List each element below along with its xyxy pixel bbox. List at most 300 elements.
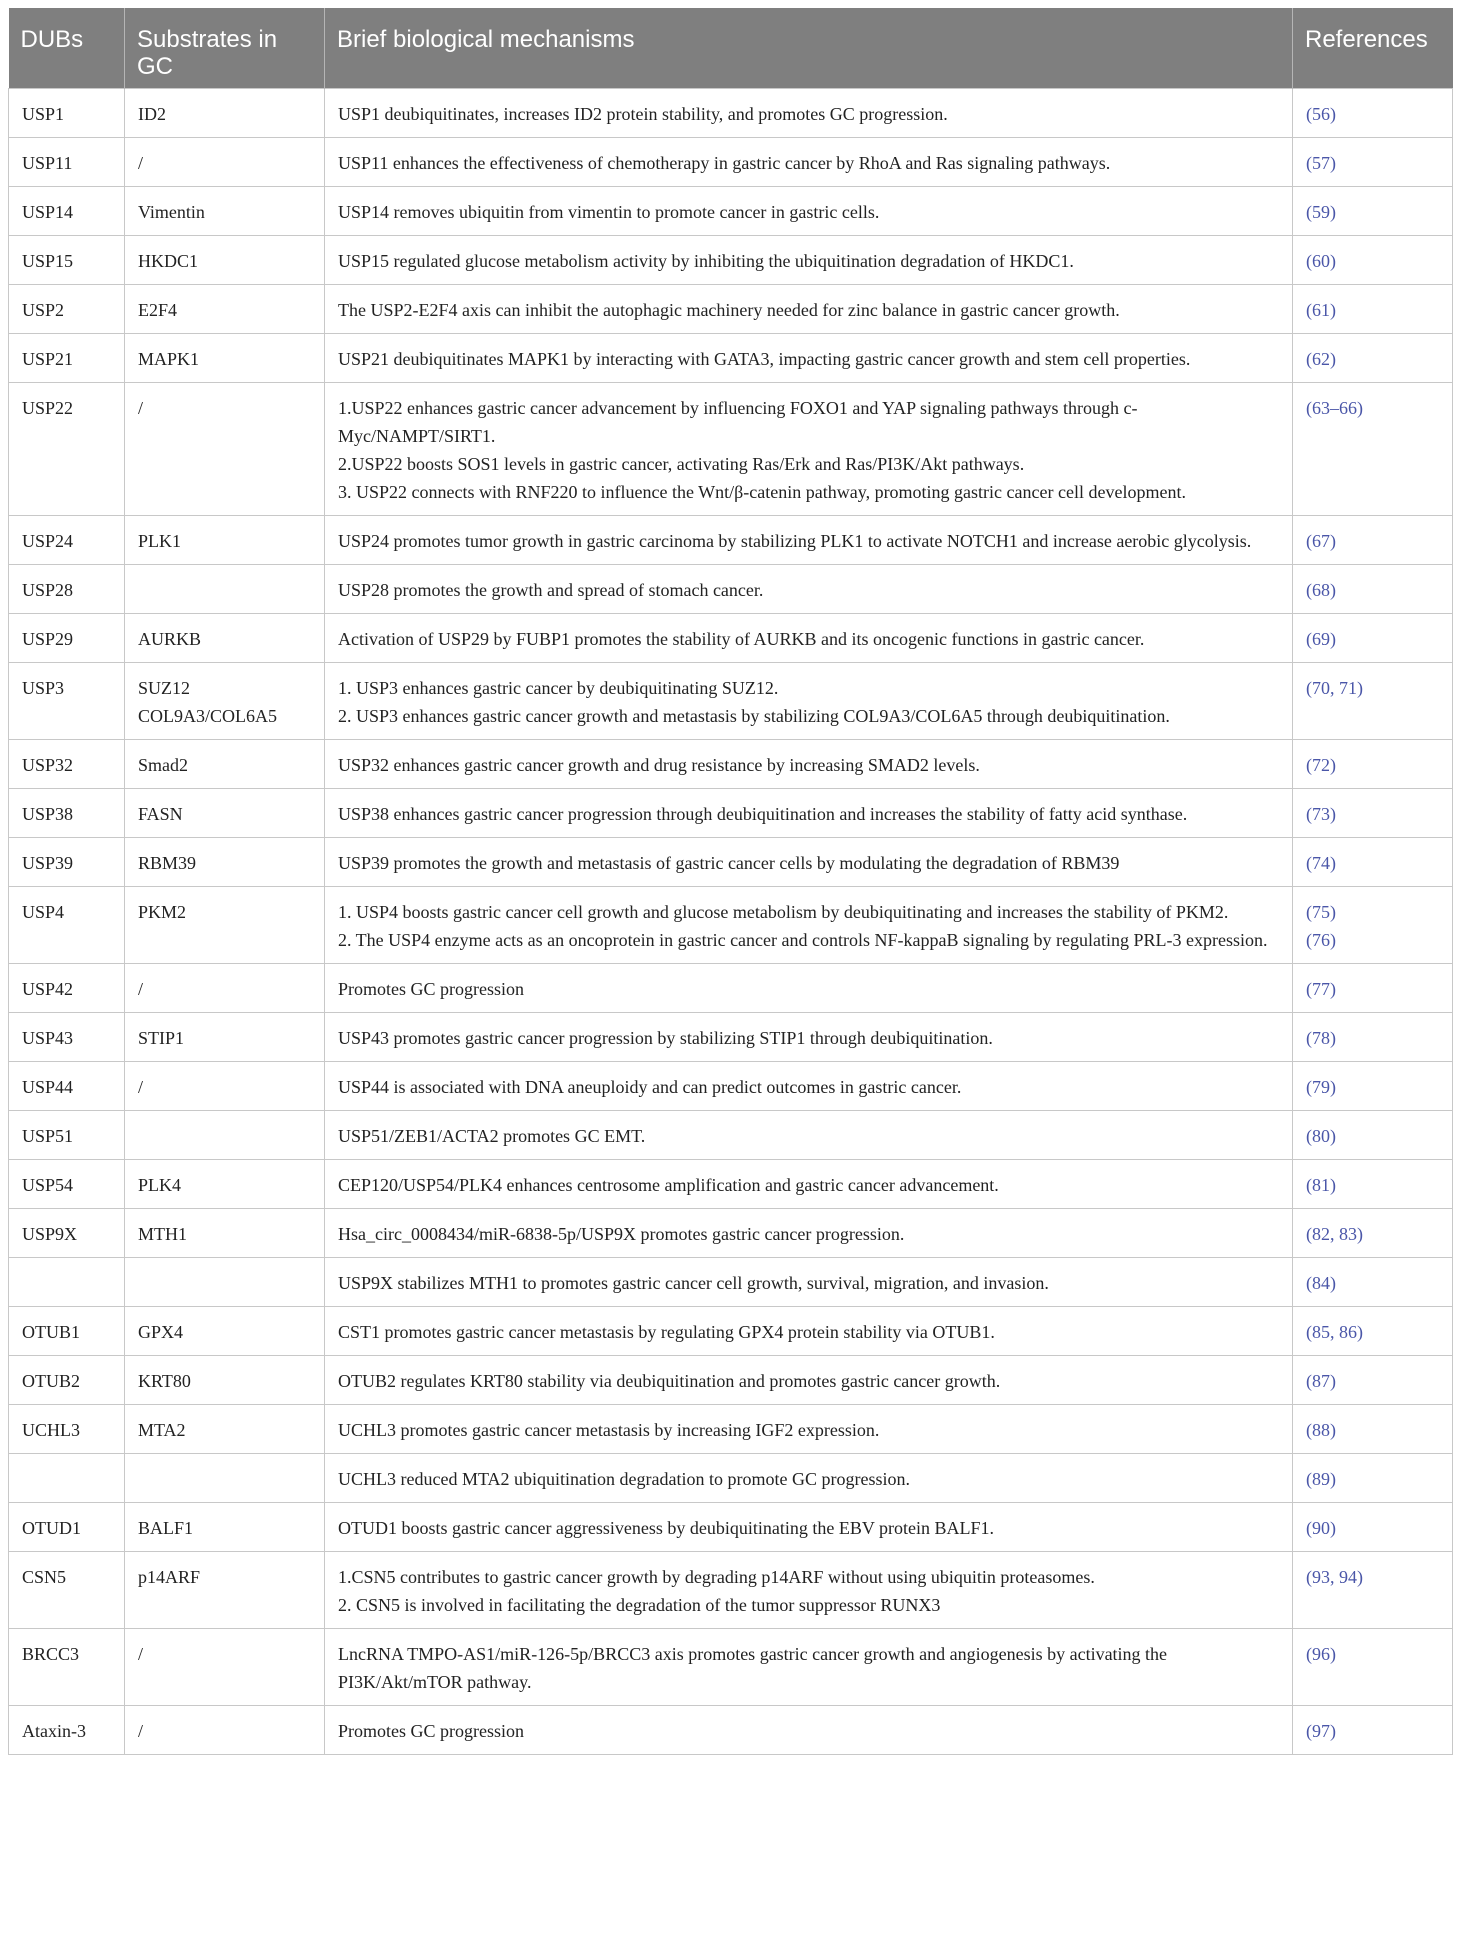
table-row — [9, 1306, 1453, 1355]
reference-link[interactable]: 57 — [1312, 152, 1330, 173]
reference-link[interactable]: 76 — [1312, 929, 1330, 950]
paren-close: ) — [1330, 1027, 1336, 1048]
header-row — [9, 8, 1453, 88]
substrate-text: / — [138, 978, 144, 999]
reference-separator: , — [1330, 1321, 1339, 1342]
paren-open: ( — [1306, 628, 1312, 649]
substrate-text: PLK1 — [138, 530, 182, 551]
paren-close: ) — [1357, 1566, 1363, 1587]
header-references: References — [1293, 8, 1453, 88]
mechanism-text: USP43 promotes gastric cancer progression by stabilizing STIP1 through deubiquitination. — [338, 1027, 993, 1048]
table-row — [9, 788, 1453, 837]
mechanism-text: USP51/ZEB1/ACTA2 promotes GC EMT. — [338, 1125, 646, 1146]
dub-cell: OTUB2 — [9, 1355, 125, 1404]
substrate-text: BALF1 — [138, 1517, 194, 1538]
dub-cell: USP39 — [9, 837, 125, 886]
mechanism-cell — [325, 613, 1293, 662]
reference-cell — [1293, 1705, 1453, 1754]
reference-cell — [1293, 1551, 1453, 1628]
substrate-text: / — [138, 1720, 144, 1741]
substrate-text: PLK4 — [138, 1174, 182, 1195]
substrate-cell — [125, 186, 325, 235]
mechanism-cell — [325, 837, 1293, 886]
table-row — [9, 1551, 1453, 1628]
reference-link[interactable]: 61 — [1312, 299, 1330, 320]
table-container — [8, 8, 1452, 1755]
substrate-text: E2F4 — [138, 299, 178, 320]
reference-link[interactable]: 93 — [1312, 1566, 1330, 1587]
reference-link[interactable]: 85 — [1312, 1321, 1330, 1342]
substrate-cell — [125, 1061, 325, 1110]
paren-open: ( — [1306, 579, 1312, 600]
reference-link[interactable]: 77 — [1312, 978, 1330, 999]
paren-close: ) — [1330, 929, 1336, 950]
paren-open: ( — [1306, 201, 1312, 222]
substrate-cell — [125, 564, 325, 613]
mechanism-cell — [325, 886, 1293, 963]
dub-cell: USP42 — [9, 963, 125, 1012]
dub-cell: USP4 — [9, 886, 125, 963]
substrate-cell — [125, 515, 325, 564]
mechanism-cell — [325, 1159, 1293, 1208]
table-row — [9, 88, 1453, 137]
paren-open: ( — [1306, 978, 1312, 999]
mechanism-cell — [325, 1404, 1293, 1453]
table-row — [9, 1453, 1453, 1502]
mechanism-text: 2.USP22 boosts SOS1 levels in gastric cancer, activating Ras/Erk and Ras/PI3K/Akt pathways. — [338, 453, 1025, 474]
table-row — [9, 1257, 1453, 1306]
dub-cell: USP28 — [9, 564, 125, 613]
reference-link[interactable]: 73 — [1312, 803, 1330, 824]
mechanism-text: LncRNA TMPO-AS1/miR-126-5p/BRCC3 axis promotes gastric cancer growth and angiogenesis by activating the PI3K/Akt/mTOR pathway. — [338, 1643, 1168, 1692]
reference-separator: , — [1330, 1223, 1339, 1244]
paren-close: ) — [1330, 1419, 1336, 1440]
substrate-cell — [125, 837, 325, 886]
mechanism-cell — [325, 1628, 1293, 1705]
substrate-cell — [125, 963, 325, 1012]
dub-cell: USP51 — [9, 1110, 125, 1159]
paren-open: ( — [1306, 1076, 1312, 1097]
reference-cell — [1293, 1404, 1453, 1453]
reference-line — [1306, 898, 1439, 926]
paren-close: ) — [1330, 1174, 1336, 1195]
dub-cell: USP11 — [9, 137, 125, 186]
reference-cell — [1293, 886, 1453, 963]
substrate-cell — [125, 235, 325, 284]
reference-cell — [1293, 1453, 1453, 1502]
substrate-text: Smad2 — [138, 754, 189, 775]
reference-cell — [1293, 1208, 1453, 1257]
reference-cell — [1293, 837, 1453, 886]
dub-cell: BRCC3 — [9, 1628, 125, 1705]
mechanism-cell — [325, 1453, 1293, 1502]
substrate-text: STIP1 — [138, 1027, 185, 1048]
reference-link[interactable]: 63–66 — [1312, 397, 1357, 418]
reference-link[interactable]: 78 — [1312, 1027, 1330, 1048]
paren-close: ) — [1357, 1321, 1363, 1342]
substrate-text: / — [138, 397, 144, 418]
mechanism-cell — [325, 739, 1293, 788]
reference-link[interactable]: 75 — [1312, 901, 1330, 922]
substrate-cell — [125, 137, 325, 186]
paren-close: ) — [1357, 1223, 1363, 1244]
mechanism-cell — [325, 963, 1293, 1012]
table-header — [9, 8, 1453, 88]
substrate-cell — [125, 662, 325, 739]
mechanism-text: USP21 deubiquitinates MAPK1 by interacting with GATA3, impacting gastric cancer growth and stem cell properties. — [338, 348, 1191, 369]
mechanism-cell — [325, 1061, 1293, 1110]
substrate-cell — [125, 88, 325, 137]
reference-cell — [1293, 788, 1453, 837]
table-row — [9, 1012, 1453, 1061]
dub-cell: USP3 — [9, 662, 125, 739]
paren-close: ) — [1330, 754, 1336, 775]
substrate-cell — [125, 1257, 325, 1306]
mechanism-text: USP39 promotes the growth and metastasis of gastric cancer cells by modulating the degradation of RBM39 — [338, 852, 1120, 873]
paren-close: ) — [1330, 803, 1336, 824]
dub-cell: USP24 — [9, 515, 125, 564]
mechanism-text: USP9X stabilizes MTH1 to promotes gastric cancer cell growth, survival, migration, and invasion. — [338, 1272, 1049, 1293]
paren-close: ) — [1330, 579, 1336, 600]
mechanism-text: Promotes GC progression — [338, 1720, 524, 1741]
reference-link[interactable]: 86 — [1339, 1321, 1357, 1342]
reference-link[interactable]: 62 — [1312, 348, 1330, 369]
substrate-text: MTA2 — [138, 1419, 186, 1440]
substrate-cell — [125, 1404, 325, 1453]
mechanism-cell — [325, 382, 1293, 515]
paren-close: ) — [1330, 1076, 1336, 1097]
mechanism-text: USP44 is associated with DNA aneuploidy and can predict outcomes in gastric cancer. — [338, 1076, 962, 1097]
dub-cell: USP54 — [9, 1159, 125, 1208]
dub-cell: Ataxin-3 — [9, 1705, 125, 1754]
table-row — [9, 382, 1453, 515]
reference-cell — [1293, 88, 1453, 137]
mechanism-cell — [325, 564, 1293, 613]
mechanism-text: USP24 promotes tumor growth in gastric carcinoma by stabilizing PLK1 to activate NOTCH1 and increase aerobic glycolysis. — [338, 530, 1252, 551]
header-dubs: DUBs — [9, 8, 125, 88]
table-row — [9, 186, 1453, 235]
paren-close: ) — [1357, 397, 1363, 418]
mechanism-text: 1. USP3 enhances gastric cancer by deubiquitinating SUZ12. — [338, 677, 779, 698]
reference-cell — [1293, 333, 1453, 382]
reference-cell — [1293, 1061, 1453, 1110]
table-row — [9, 963, 1453, 1012]
mechanism-text: OTUD1 boosts gastric cancer aggressiveness by deubiquitinating the EBV protein BALF1. — [338, 1517, 995, 1538]
reference-cell — [1293, 235, 1453, 284]
reference-link[interactable]: 97 — [1312, 1720, 1330, 1741]
mechanism-text: CEP120/USP54/PLK4 enhances centrosome amplification and gastric cancer advancement. — [338, 1174, 999, 1195]
mechanism-cell — [325, 137, 1293, 186]
reference-link[interactable]: 67 — [1312, 530, 1330, 551]
paren-close: ) — [1330, 1370, 1336, 1391]
reference-cell — [1293, 613, 1453, 662]
table-row — [9, 284, 1453, 333]
mechanism-text: OTUB2 regulates KRT80 stability via deubiquitination and promotes gastric cancer growth. — [338, 1370, 1001, 1391]
reference-link[interactable]: 82 — [1312, 1223, 1330, 1244]
paren-open: ( — [1306, 152, 1312, 173]
table-body — [9, 88, 1453, 1754]
paren-open: ( — [1306, 299, 1312, 320]
mechanism-text: 2. CSN5 is involved in facilitating the degradation of the tumor suppressor RUNX3 — [338, 1594, 941, 1615]
table-row — [9, 1502, 1453, 1551]
paren-close: ) — [1330, 201, 1336, 222]
substrate-text: RBM39 — [138, 852, 197, 873]
table-row — [9, 1705, 1453, 1754]
reference-cell — [1293, 564, 1453, 613]
paren-open: ( — [1306, 348, 1312, 369]
mechanism-text: 1.USP22 enhances gastric cancer advancement by influencing FOXO1 and YAP signaling pathways through c-Myc/NAMPT/SIRT1. — [338, 397, 1138, 446]
reference-link[interactable]: 68 — [1312, 579, 1330, 600]
reference-link[interactable]: 87 — [1312, 1370, 1330, 1391]
paren-open: ( — [1306, 397, 1312, 418]
paren-open: ( — [1306, 250, 1312, 271]
substrate-text: SUZ12 — [138, 677, 191, 698]
reference-separator: , — [1330, 677, 1339, 698]
substrate-cell — [125, 1110, 325, 1159]
paren-open: ( — [1306, 1468, 1312, 1489]
reference-link[interactable]: 56 — [1312, 103, 1330, 124]
header-mechanisms: Brief biological mechanisms — [325, 8, 1293, 88]
reference-cell — [1293, 1306, 1453, 1355]
reference-cell — [1293, 284, 1453, 333]
paren-close: ) — [1330, 250, 1336, 271]
reference-link[interactable]: 81 — [1312, 1174, 1330, 1195]
table-row — [9, 1628, 1453, 1705]
table-row — [9, 1110, 1453, 1159]
paren-close: ) — [1330, 1272, 1336, 1293]
reference-separator: , — [1330, 1566, 1339, 1587]
substrate-cell — [125, 1502, 325, 1551]
paren-close: ) — [1330, 901, 1336, 922]
table-row — [9, 613, 1453, 662]
dub-cell: USP32 — [9, 739, 125, 788]
reference-cell — [1293, 739, 1453, 788]
paren-open: ( — [1306, 929, 1312, 950]
dub-cell: USP9X — [9, 1208, 125, 1257]
paren-open: ( — [1306, 1321, 1312, 1342]
substrate-text: PKM2 — [138, 901, 187, 922]
paren-open: ( — [1306, 1419, 1312, 1440]
mechanism-cell — [325, 88, 1293, 137]
table-row — [9, 739, 1453, 788]
reference-cell — [1293, 1159, 1453, 1208]
paren-close: ) — [1330, 628, 1336, 649]
reference-link[interactable]: 70 — [1312, 677, 1330, 698]
mechanism-cell — [325, 333, 1293, 382]
mechanism-text: UCHL3 promotes gastric cancer metastasis by increasing IGF2 expression. — [338, 1419, 880, 1440]
dub-cell: USP14 — [9, 186, 125, 235]
paren-close: ) — [1330, 1468, 1336, 1489]
mechanism-cell — [325, 1012, 1293, 1061]
substrate-text: COL9A3/COL6A5 — [138, 705, 277, 726]
paren-open: ( — [1306, 1174, 1312, 1195]
reference-link[interactable]: 69 — [1312, 628, 1330, 649]
header-substrates: Substrates in GC — [125, 8, 325, 88]
reference-link[interactable]: 94 — [1339, 1566, 1357, 1587]
mechanism-text: USP14 removes ubiquitin from vimentin to promote cancer in gastric cells. — [338, 201, 880, 222]
paren-open: ( — [1306, 803, 1312, 824]
mechanism-text: Promotes GC progression — [338, 978, 524, 999]
mechanism-cell — [325, 1705, 1293, 1754]
dub-cell: USP2 — [9, 284, 125, 333]
paren-open: ( — [1306, 1566, 1312, 1587]
dub-cell: UCHL3 — [9, 1404, 125, 1453]
mechanism-cell — [325, 1502, 1293, 1551]
dub-cell: USP15 — [9, 235, 125, 284]
substrate-text: / — [138, 1076, 144, 1097]
mechanism-text: USP32 enhances gastric cancer growth and drug resistance by increasing SMAD2 levels. — [338, 754, 980, 775]
dub-substrates-table — [8, 8, 1453, 1755]
substrate-text: MTH1 — [138, 1223, 187, 1244]
substrate-cell — [125, 739, 325, 788]
reference-link[interactable]: 83 — [1339, 1223, 1357, 1244]
mechanism-text: 1.CSN5 contributes to gastric cancer growth by degrading p14ARF without using ubiquitin proteasomes. — [338, 1566, 1095, 1587]
substrate-cell — [125, 613, 325, 662]
reference-link[interactable]: 79 — [1312, 1076, 1330, 1097]
reference-link[interactable]: 80 — [1312, 1125, 1330, 1146]
substrate-cell — [125, 788, 325, 837]
dub-cell: OTUD1 — [9, 1502, 125, 1551]
dub-cell: USP44 — [9, 1061, 125, 1110]
mechanism-cell — [325, 235, 1293, 284]
table-row — [9, 1355, 1453, 1404]
paren-open: ( — [1306, 1272, 1312, 1293]
paren-open: ( — [1306, 1125, 1312, 1146]
table-row — [9, 333, 1453, 382]
reference-cell — [1293, 1628, 1453, 1705]
reference-link[interactable]: 74 — [1312, 852, 1330, 873]
substrate-cell — [125, 886, 325, 963]
mechanism-cell — [325, 1208, 1293, 1257]
mechanism-text: USP1 deubiquitinates, increases ID2 protein stability, and promotes GC progression. — [338, 103, 948, 124]
paren-close: ) — [1330, 852, 1336, 873]
paren-open: ( — [1306, 754, 1312, 775]
reference-link[interactable]: 88 — [1312, 1419, 1330, 1440]
reference-cell — [1293, 1012, 1453, 1061]
reference-cell — [1293, 1257, 1453, 1306]
paren-close: ) — [1330, 299, 1336, 320]
mechanism-cell — [325, 1355, 1293, 1404]
reference-cell — [1293, 963, 1453, 1012]
substrate-text: KRT80 — [138, 1370, 191, 1391]
substrate-cell — [125, 1159, 325, 1208]
substrate-cell — [125, 1453, 325, 1502]
mechanism-cell — [325, 186, 1293, 235]
paren-open: ( — [1306, 1027, 1312, 1048]
reference-cell — [1293, 186, 1453, 235]
mechanism-text: USP15 regulated glucose metabolism activity by inhibiting the ubiquitination degradation of HKDC1. — [338, 250, 1074, 271]
reference-link[interactable]: 59 — [1312, 201, 1330, 222]
substrate-text: / — [138, 152, 144, 173]
mechanism-text: 2. USP3 enhances gastric cancer growth and metastasis by stabilizing COL9A3/COL6A5 through deubiquitination. — [338, 705, 1170, 726]
mechanism-cell — [325, 1110, 1293, 1159]
table-row — [9, 1208, 1453, 1257]
paren-open: ( — [1306, 530, 1312, 551]
substrate-text: AURKB — [138, 628, 202, 649]
reference-link[interactable]: 90 — [1312, 1517, 1330, 1538]
reference-link[interactable]: 71 — [1339, 677, 1357, 698]
substrate-cell — [125, 1012, 325, 1061]
table-row — [9, 564, 1453, 613]
dub-cell: USP38 — [9, 788, 125, 837]
paren-close: ) — [1330, 152, 1336, 173]
paren-open: ( — [1306, 852, 1312, 873]
mechanism-text: USP38 enhances gastric cancer progression through deubiquitination and increases the stability of fatty acid synthase. — [338, 803, 1188, 824]
mechanism-cell — [325, 284, 1293, 333]
paren-open: ( — [1306, 103, 1312, 124]
paren-open: ( — [1306, 1720, 1312, 1741]
substrate-cell — [125, 1306, 325, 1355]
table-row — [9, 235, 1453, 284]
substrate-cell — [125, 1208, 325, 1257]
reference-cell — [1293, 1502, 1453, 1551]
mechanism-cell — [325, 662, 1293, 739]
dub-cell: USP43 — [9, 1012, 125, 1061]
table-row — [9, 515, 1453, 564]
mechanism-text: 2. The USP4 enzyme acts as an oncoprotein in gastric cancer and controls NF-kappaB signaling by regulating PRL-3 expression. — [338, 929, 1268, 950]
substrate-cell — [125, 382, 325, 515]
table-row — [9, 1404, 1453, 1453]
dub-cell — [9, 1453, 125, 1502]
paren-close: ) — [1357, 677, 1363, 698]
paren-close: ) — [1330, 1125, 1336, 1146]
reference-cell — [1293, 382, 1453, 515]
mechanism-cell — [325, 1551, 1293, 1628]
mechanism-text: Hsa_circ_0008434/miR-6838-5p/USP9X promotes gastric cancer progression. — [338, 1223, 905, 1244]
paren-close: ) — [1330, 1643, 1336, 1664]
table-row — [9, 1061, 1453, 1110]
mechanism-text: 3. USP22 connects with RNF220 to influence the Wnt/β-catenin pathway, promoting gastric cancer cell development. — [338, 481, 1186, 502]
dub-cell: USP22 — [9, 382, 125, 515]
table-row — [9, 1159, 1453, 1208]
reference-link[interactable]: 96 — [1312, 1643, 1330, 1664]
substrate-cell — [125, 1628, 325, 1705]
mechanism-text: 1. USP4 boosts gastric cancer cell growth and glucose metabolism by deubiquitinating and increases the stability of PKM2. — [338, 901, 1229, 922]
dub-cell: CSN5 — [9, 1551, 125, 1628]
reference-cell — [1293, 662, 1453, 739]
mechanism-text: CST1 promotes gastric cancer metastasis by regulating GPX4 protein stability via OTUB1. — [338, 1321, 995, 1342]
reference-line — [1306, 926, 1439, 954]
mechanism-cell — [325, 788, 1293, 837]
reference-cell — [1293, 137, 1453, 186]
substrate-cell — [125, 1551, 325, 1628]
paren-open: ( — [1306, 1643, 1312, 1664]
substrate-cell — [125, 1355, 325, 1404]
table-row — [9, 837, 1453, 886]
dub-cell: OTUB1 — [9, 1306, 125, 1355]
reference-link[interactable]: 72 — [1312, 754, 1330, 775]
reference-cell — [1293, 1355, 1453, 1404]
mechanism-text: The USP2-E2F4 axis can inhibit the autophagic machinery needed for zinc balance in gastric cancer growth. — [338, 299, 1120, 320]
table-row — [9, 886, 1453, 963]
dub-cell — [9, 1257, 125, 1306]
paren-open: ( — [1306, 901, 1312, 922]
paren-close: ) — [1330, 348, 1336, 369]
substrate-text: ID2 — [138, 103, 166, 124]
reference-link[interactable]: 89 — [1312, 1468, 1330, 1489]
dub-cell: USP29 — [9, 613, 125, 662]
substrate-text: GPX4 — [138, 1321, 184, 1342]
mechanism-text: USP28 promotes the growth and spread of stomach cancer. — [338, 579, 764, 600]
mechanism-text: Activation of USP29 by FUBP1 promotes the stability of AURKB and its oncogenic functions in gastric cancer. — [338, 628, 1145, 649]
substrate-text: Vimentin — [138, 201, 205, 222]
reference-link[interactable]: 60 — [1312, 250, 1330, 271]
paren-close: ) — [1330, 1720, 1336, 1741]
reference-cell — [1293, 515, 1453, 564]
reference-link[interactable]: 84 — [1312, 1272, 1330, 1293]
dub-cell: USP21 — [9, 333, 125, 382]
paren-close: ) — [1330, 978, 1336, 999]
